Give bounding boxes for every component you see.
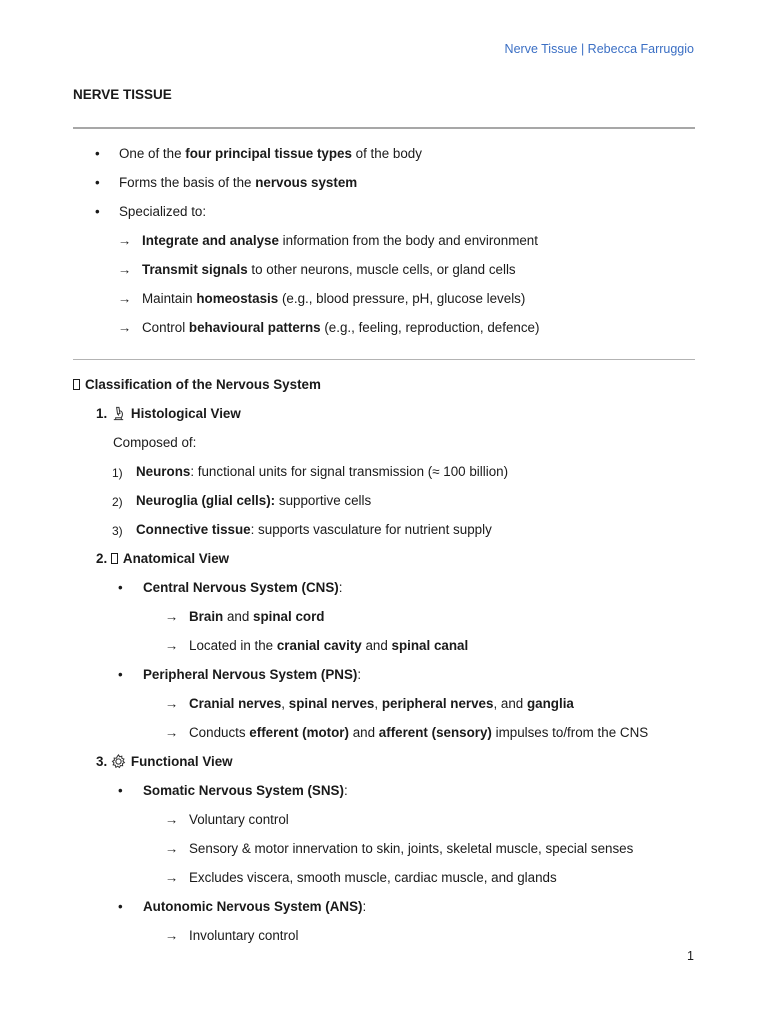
detail-line xyxy=(189,840,633,858)
bold-text: Transmit signals xyxy=(142,262,248,277)
list-number: 1) xyxy=(112,466,123,480)
text-run: (e.g., feeling, reproduction, defence) xyxy=(320,320,540,335)
view-heading xyxy=(96,753,233,771)
bold-text: Somatic Nervous System (SNS) xyxy=(143,783,344,798)
text-run: Forms the basis of the xyxy=(119,175,256,190)
bullet-marker: • xyxy=(118,580,123,595)
text-run: : xyxy=(338,580,343,595)
specialized-item xyxy=(142,232,538,250)
numbered-item xyxy=(136,463,508,481)
bold-text: ganglia xyxy=(526,696,574,711)
text-run: and xyxy=(223,609,254,624)
specialized-item xyxy=(142,261,516,279)
arrow-marker: → xyxy=(165,870,179,885)
bold-text: Integrate and analyse xyxy=(142,233,279,248)
horizontal-rule xyxy=(73,359,695,360)
detail-line xyxy=(189,608,324,626)
arrow-marker: → xyxy=(165,725,179,740)
list-number: 3) xyxy=(112,524,123,538)
bullet-marker: • xyxy=(118,783,123,798)
arrow-marker: → xyxy=(165,812,179,827)
text-run: Conducts xyxy=(189,725,250,740)
bold-text: Neurons xyxy=(136,464,191,479)
view-title: Functional View xyxy=(130,754,233,769)
text-run: and xyxy=(348,725,379,740)
view-title: Histological View xyxy=(130,406,241,421)
text-run: , and xyxy=(493,696,527,711)
detail-line xyxy=(189,724,648,742)
text-run: of the body xyxy=(351,146,422,161)
view-number: 3. xyxy=(96,754,108,769)
text-run: supportive cells xyxy=(275,493,372,508)
text-run: Maintain xyxy=(142,291,197,306)
specialized-item xyxy=(142,290,525,308)
bold-text: Brain xyxy=(189,609,224,624)
section-heading xyxy=(73,376,321,394)
system-item xyxy=(143,898,366,916)
detail-line xyxy=(189,927,298,945)
bold-text: nervous system xyxy=(255,175,358,190)
text-run: , xyxy=(374,696,382,711)
arrow-marker: → xyxy=(165,638,179,653)
bullet-marker: • xyxy=(95,146,100,161)
text-run: Sensory & motor innervation to skin, joints, skeletal muscle, special senses xyxy=(189,841,634,856)
bullet-marker: • xyxy=(95,204,100,219)
bold-text: cranial cavity xyxy=(276,638,362,653)
bold-text: four principal tissue types xyxy=(185,146,352,161)
specialized-item xyxy=(142,319,539,337)
bullet-item xyxy=(119,145,422,163)
bold-text: homeostasis xyxy=(196,291,279,306)
section-heading-text: Classification of the Nervous System xyxy=(85,377,321,392)
bold-text: Peripheral Nervous System (PNS) xyxy=(143,667,358,682)
arrow-marker: → xyxy=(165,841,179,856)
bold-text: peripheral nerves xyxy=(381,696,494,711)
text-run: to other neurons, muscle cells, or gland cells xyxy=(247,262,516,277)
arrow-marker: → xyxy=(118,320,132,335)
text-run: Located in the xyxy=(189,638,277,653)
text-run: One of the xyxy=(119,146,186,161)
detail-line xyxy=(189,811,289,829)
arrow-marker: → xyxy=(165,609,179,624)
view-number: 1. xyxy=(96,406,108,421)
text-run: : functional units for signal transmission (≈ 100 billion) xyxy=(190,464,509,479)
text-run: Voluntary control xyxy=(189,812,289,827)
arrow-marker: → xyxy=(165,696,179,711)
bullet-marker: • xyxy=(95,175,100,190)
microscope-icon xyxy=(111,406,126,421)
view-intro: Composed of: xyxy=(113,435,197,450)
bold-text: Autonomic Nervous System (ANS) xyxy=(143,899,363,914)
system-item xyxy=(143,782,348,800)
bold-text: Cranial nerves xyxy=(189,696,282,711)
view-heading xyxy=(96,550,229,568)
running-header: Nerve Tissue | Rebecca Farruggio xyxy=(504,42,694,56)
text-run: Involuntary control xyxy=(189,928,299,943)
bold-text: behavioural patterns xyxy=(188,320,321,335)
text-run: impulses to/from the CNS xyxy=(491,725,649,740)
view-title: Anatomical View xyxy=(122,551,230,566)
arrow-marker: → xyxy=(118,291,132,306)
view-number: 2. xyxy=(96,551,108,566)
gear-icon xyxy=(111,754,126,769)
arrow-marker: → xyxy=(118,233,132,248)
bold-text: Connective tissue xyxy=(136,522,251,537)
bold-text: spinal nerves xyxy=(288,696,375,711)
text-run: : xyxy=(343,783,348,798)
detail-line xyxy=(189,637,468,655)
text-run: Specialized to: xyxy=(119,204,207,219)
bold-text: spinal canal xyxy=(391,638,469,653)
text-run: and xyxy=(361,638,392,653)
bullet-item xyxy=(119,174,357,192)
text-run: : xyxy=(357,667,362,682)
page-number: 1 xyxy=(687,949,694,963)
arrow-marker: → xyxy=(165,928,179,943)
system-item xyxy=(143,666,361,684)
horizontal-rule xyxy=(73,127,695,129)
numbered-item xyxy=(136,521,492,539)
text-run: : supports vasculature for nutrient supply xyxy=(250,522,492,537)
bold-text: afferent (sensory) xyxy=(378,725,492,740)
list-number: 2) xyxy=(112,495,123,509)
text-run: Excludes viscera, smooth muscle, cardiac muscle, and glands xyxy=(189,870,557,885)
bullet-marker: • xyxy=(118,899,123,914)
text-run: (e.g., blood pressure, pH, glucose levels) xyxy=(278,291,526,306)
detail-line xyxy=(189,695,574,713)
detail-line xyxy=(189,869,557,887)
text-run: : xyxy=(362,899,367,914)
view-heading xyxy=(96,405,241,423)
bullet-item xyxy=(119,203,206,221)
text-run: information from the body and environment xyxy=(278,233,538,248)
box-glyph-icon xyxy=(111,553,118,564)
text-run: , xyxy=(281,696,289,711)
box-glyph-icon xyxy=(73,379,80,390)
bold-text: Neuroglia (glial cells): xyxy=(136,493,276,508)
numbered-item xyxy=(136,492,371,510)
bold-text: Central Nervous System (CNS) xyxy=(143,580,339,595)
bold-text: spinal cord xyxy=(253,609,325,624)
page-title: NERVE TISSUE xyxy=(73,87,172,102)
bullet-marker: • xyxy=(118,667,123,682)
arrow-marker: → xyxy=(118,262,132,277)
text-run: Control xyxy=(142,320,189,335)
bold-text: efferent (motor) xyxy=(249,725,349,740)
system-item xyxy=(143,579,342,597)
